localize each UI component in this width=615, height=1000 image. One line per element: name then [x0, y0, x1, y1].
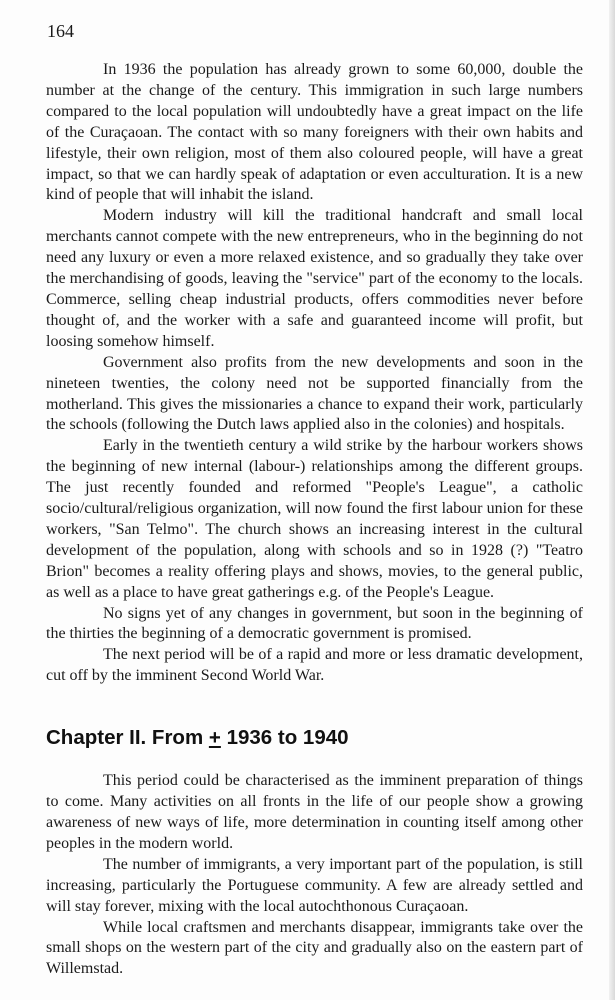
page-edge-shadow	[609, 0, 615, 1000]
chapter-body	[46, 771, 583, 980]
body-paragraph: No signs yet of any changes in government, but soon in the beginning of the thirties the beginning of a democratic government is promised.	[46, 604, 583, 643]
body-paragraph: The next period will be of a rapid and more or less dramatic development, cut off by the imminent Second World War.	[46, 646, 583, 685]
page-number: 164	[47, 21, 74, 41]
chapter-paragraph: This period could be characterised as the imminent preparation of things to come. Many activities on all fronts in the life of our people show a growing awareness of new ways of life, more determination in counting itself among other peoples in the modern world.	[46, 772, 583, 852]
plus-minus-symbol: +	[208, 726, 221, 750]
chapter-heading	[46, 725, 583, 751]
body-paragraph: Early in the twentieth century a wild strike by the harbour workers shows the beginning of new internal (labour-) relationships among the different groups. The just recently founded and reformed "People's League", a catholic socio/cultural/religious organization, will now found the first labour union for these workers, "San Telmo". The church shows an increasing interest in the cultural development of the population, along with schools and so in 1928 (?) "Teatro Brion" becomes a reality offering plays and shows, movies, to the general public, as well as a place to have great gatherings e.g. of the People's League.	[46, 437, 583, 601]
body-paragraph: In 1936 the population has already grown to some 60,000, double the number at the change of the century. This immigration in such large numbers compared to the local population will undoubtedly have a great impact on the life of the Curaçaoan. The contact with so many foreigners with their own habits and lifestyle, their own religion, most of them also coloured people, will have a great impact, so that we can hardly speak of adaptation or even acculturation. It is a new kind of people that will inhabit the island.	[46, 61, 583, 204]
body-paragraph: Government also profits from the new developments and soon in the nineteen twenties, the colony need not be supported financially from the motherland. This gives the missionaries a chance to expand their work, particularly the schools (following the Dutch laws applied also in the colonies) and hospitals.	[46, 353, 583, 434]
chapter-heading-prefix: Chapter II. From	[46, 726, 209, 750]
chapter-paragraph: The number of immigrants, a very important part of the population, is still increasing, particularly the Portuguese community. A few are already settled and will stay forever, mixing with the local autochthonous Curaçaoan.	[46, 855, 583, 915]
body-paragraph: Modern industry will kill the traditional handcraft and small local merchants cannot compete with the new entrepreneurs, who in the beginning do not need any luxury or even a more relaxed existence, and so gradually they take over the merchandising of goods, leaving the "service" part of the economy to the locals. Commerce, selling cheap industrial products, offers commodities never before thought of, and the worker with a safe and guaranteed income will profit, but loosing somehow himself.	[46, 207, 583, 350]
page-content	[46, 60, 583, 980]
chapter-heading-suffix: 1936 to 1940	[220, 726, 349, 750]
chapter-paragraph: While local craftsmen and merchants disappear, immigrants take over the small shops on the western part of the city and gradually also on the eastern part of Willemstad.	[46, 918, 583, 978]
